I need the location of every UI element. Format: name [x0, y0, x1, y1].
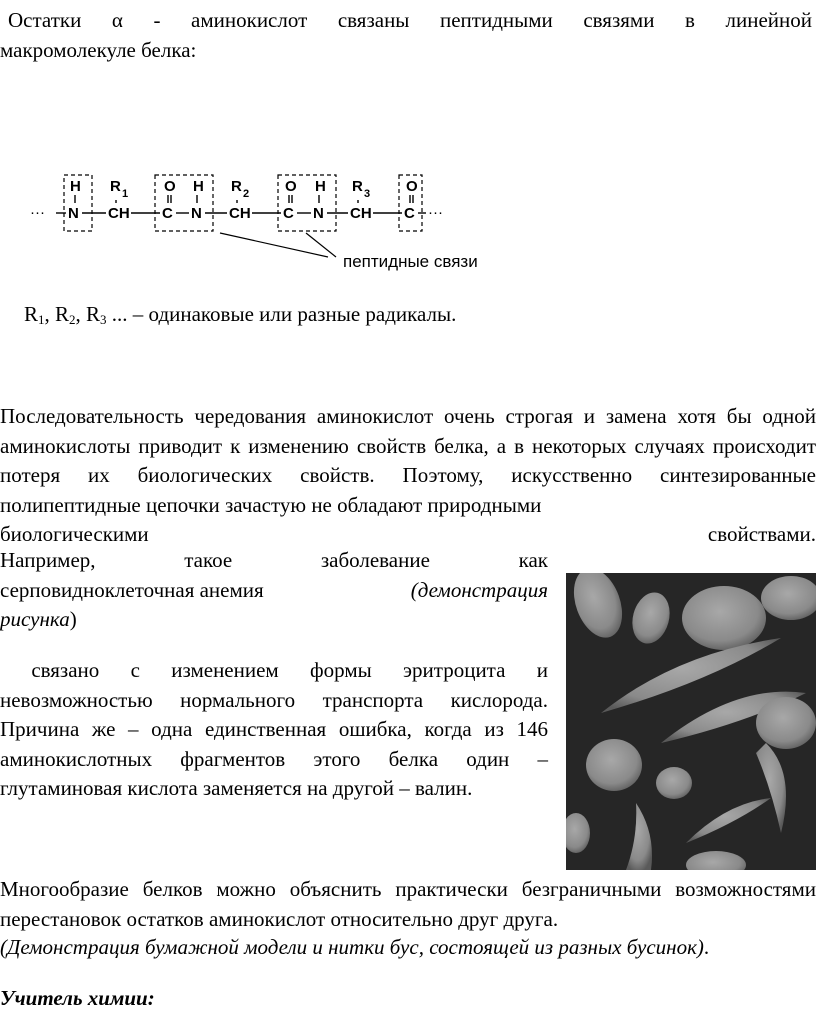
peptide-bond-caption: пептидные связи: [343, 252, 478, 271]
dots-left: ···: [30, 204, 45, 221]
sickle-cell-micrograph: [566, 573, 816, 870]
diversity-paragraph: Многообразие белков можно объяснить практически безграничными возможностями перестановок остатков аминокислот относительно друг друга.: [0, 877, 816, 931]
svg-text:R: R: [352, 178, 363, 195]
svg-text:H: H: [315, 178, 326, 195]
svg-text:R: R: [110, 178, 121, 195]
anemia-cause-paragraph: связано с изменением формы эритроцита и невозможностью нормального транспорта кислорода. Причина же – одна единственная ошибка, когда из 146 аминокислотных фрагментов этого белка один – глутаминовая кислота заменяется на другой – валин.: [0, 658, 548, 800]
svg-text:N: N: [68, 205, 79, 222]
sequence-paragraph-last-line: биологическими свойствами.: [0, 522, 816, 546]
svg-text:CH: CH: [229, 205, 251, 222]
svg-text:R: R: [231, 178, 242, 195]
sequence-paragraph: Последовательность чередования аминокислот очень строгая и замена хотя бы одной аминокислоты приводит к изменению свойств белка, а в некоторых случаях происходит потеря их биологических свойств. Поэтому, искусственно синтезированные полипептидные цепочки зачастую не обладают природными биологическими свойствами.: [0, 402, 816, 550]
svg-text:O: O: [406, 178, 418, 195]
intro-line-1: Остатки α - аминокислот связаны пептидными связями в линейной: [8, 8, 812, 32]
svg-text:H: H: [193, 178, 204, 195]
svg-text:1: 1: [122, 188, 129, 200]
peptide-bond-diagram: [28, 165, 548, 285]
svg-text:C: C: [283, 205, 294, 222]
svg-text:O: O: [285, 178, 297, 195]
svg-text:CH: CH: [350, 205, 372, 222]
svg-text:CH: CH: [108, 205, 130, 222]
svg-text:3: 3: [364, 188, 371, 200]
svg-text:H: H: [70, 178, 81, 195]
anemia-line-1: Например, такое заболевание как: [0, 548, 548, 572]
svg-text:N: N: [191, 205, 202, 222]
anemia-intro: Например, такое заболевание как серповидноклеточная анемия (демонстрация рисунка): [0, 548, 548, 631]
svg-text:O: O: [164, 178, 176, 195]
svg-text:C: C: [162, 205, 173, 222]
svg-text:C: C: [404, 205, 415, 222]
diversity-demo-note: (Демонстрация бумажной модели и нитки бус, состоящей из разных бусинок).: [0, 935, 710, 959]
intro-line-2: макромолекуле белка:: [0, 37, 197, 62]
radicals-note: $R_1$, $R_2$, $R_3$ ... – одинаковые или разные радикалы.: [24, 302, 457, 327]
dots-right: ···: [428, 204, 443, 221]
svg-text:N: N: [313, 205, 324, 222]
svg-text:2: 2: [243, 188, 250, 200]
teacher-label: Учитель химии:: [0, 986, 155, 1010]
intro-paragraph: [0, 6, 812, 65]
